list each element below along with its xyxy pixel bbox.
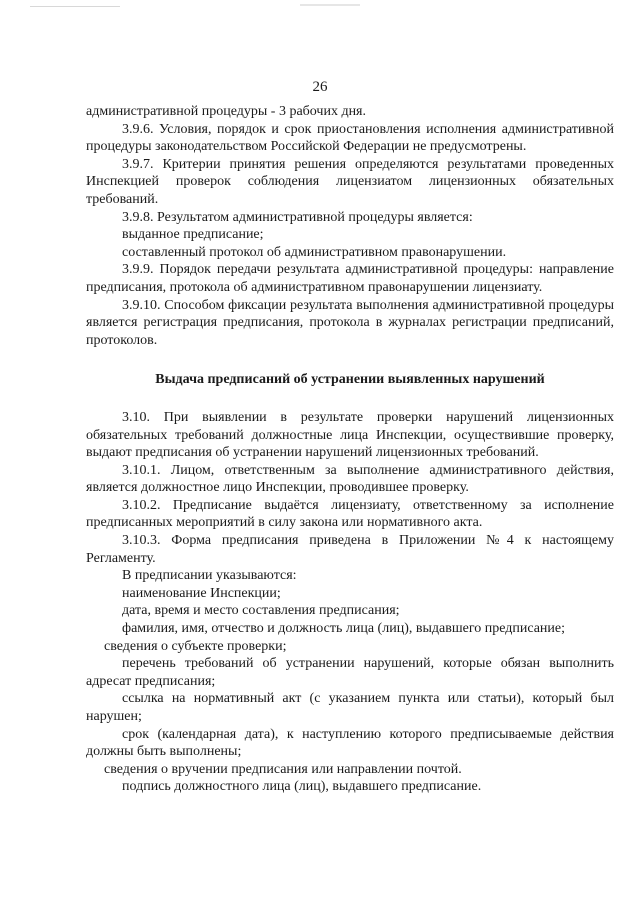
paragraph: В предписании указываются: [122,568,297,584]
paragraph: наименование Инспекции; [122,585,281,601]
paragraph: фамилия, имя, отчество и должность лица (лиц), выдавшего предписание; [122,621,566,637]
paragraph: 3.9.9. Порядок передачи результата административной процедуры: направление предписания, протокола об административном правонарушении лицензиату. [86,262,614,295]
paragraph: ссылка на нормативный акт (с указанием пункта или статьи), который был нарушен; [86,691,614,724]
section-heading: Выдача предписаний об устранении выявленных нарушений [155,372,545,388]
paragraph: выданное предписание; [122,227,264,243]
paragraphs-before [86,103,614,349]
paragraph: сведения о вручении предписания или направлении почтой. [104,761,462,777]
paragraph: подпись должностного лица (лиц), выдавшего предписание. [122,779,482,795]
paragraph: 3.10.3. Форма предписания приведена в Приложении №4 к настоящему Регламенту. [86,533,614,566]
paragraph: 3.10. При выявлении в результате проверки нарушений лицензионных обязательных требований должностные лица Инспекции, осуществившие проверку, выдают предписания об устранении нарушений лицензионных требований. [86,409,614,461]
paragraph: 3.9.8. Результатом административной процедуры является: [122,209,473,225]
paragraph: 3.10.1. Лицом, ответственным за выполнение административного действия, является должностное лицо Инспекции, проводившее проверку. [86,462,614,496]
paragraph: 3.10.2. Предписание выдаётся лицензиату, ответственному за исполнение предписанных мероприятий в силу закона или нормативного акта. [86,497,614,531]
paragraph: составленный протокол об административном правонарушении. [122,244,507,260]
paragraph: 3.9.7. Критерии принятия решения определяются результатами проведенных Инспекцией проверок соблюдения лицензиатом лицензионных обязательных требований. [86,156,614,207]
paragraph: сведения о субъекте проверки; [104,638,287,654]
paragraphs-after [86,409,614,796]
paragraph: дата, время и место составления предписания; [122,603,400,619]
paragraph: срок (календарная дата), к наступлению которого предписываемые действия должны быть выполнены; [86,726,614,760]
scan-artifact [300,4,360,6]
paragraph: 3.9.10. Способом фиксации результата выполнения административной процедуры является регистрация предписания, протокола в журналах регистрации предписаний, протоколов. [86,297,614,348]
paragraph: административной процедуры - 3 рабочих дня. [86,104,366,119]
document-body [86,103,614,796]
page-number: 26 [312,79,328,95]
scan-artifact [30,6,120,7]
paragraph: перечень требований об устранении нарушений, которые обязан выполнить адресат предписания; [86,656,614,689]
paragraph: 3.9.6. Условия, порядок и срок приостановления исполнения административной процедуры законодательством Российской Федерации не предусмотрены. [86,121,614,155]
